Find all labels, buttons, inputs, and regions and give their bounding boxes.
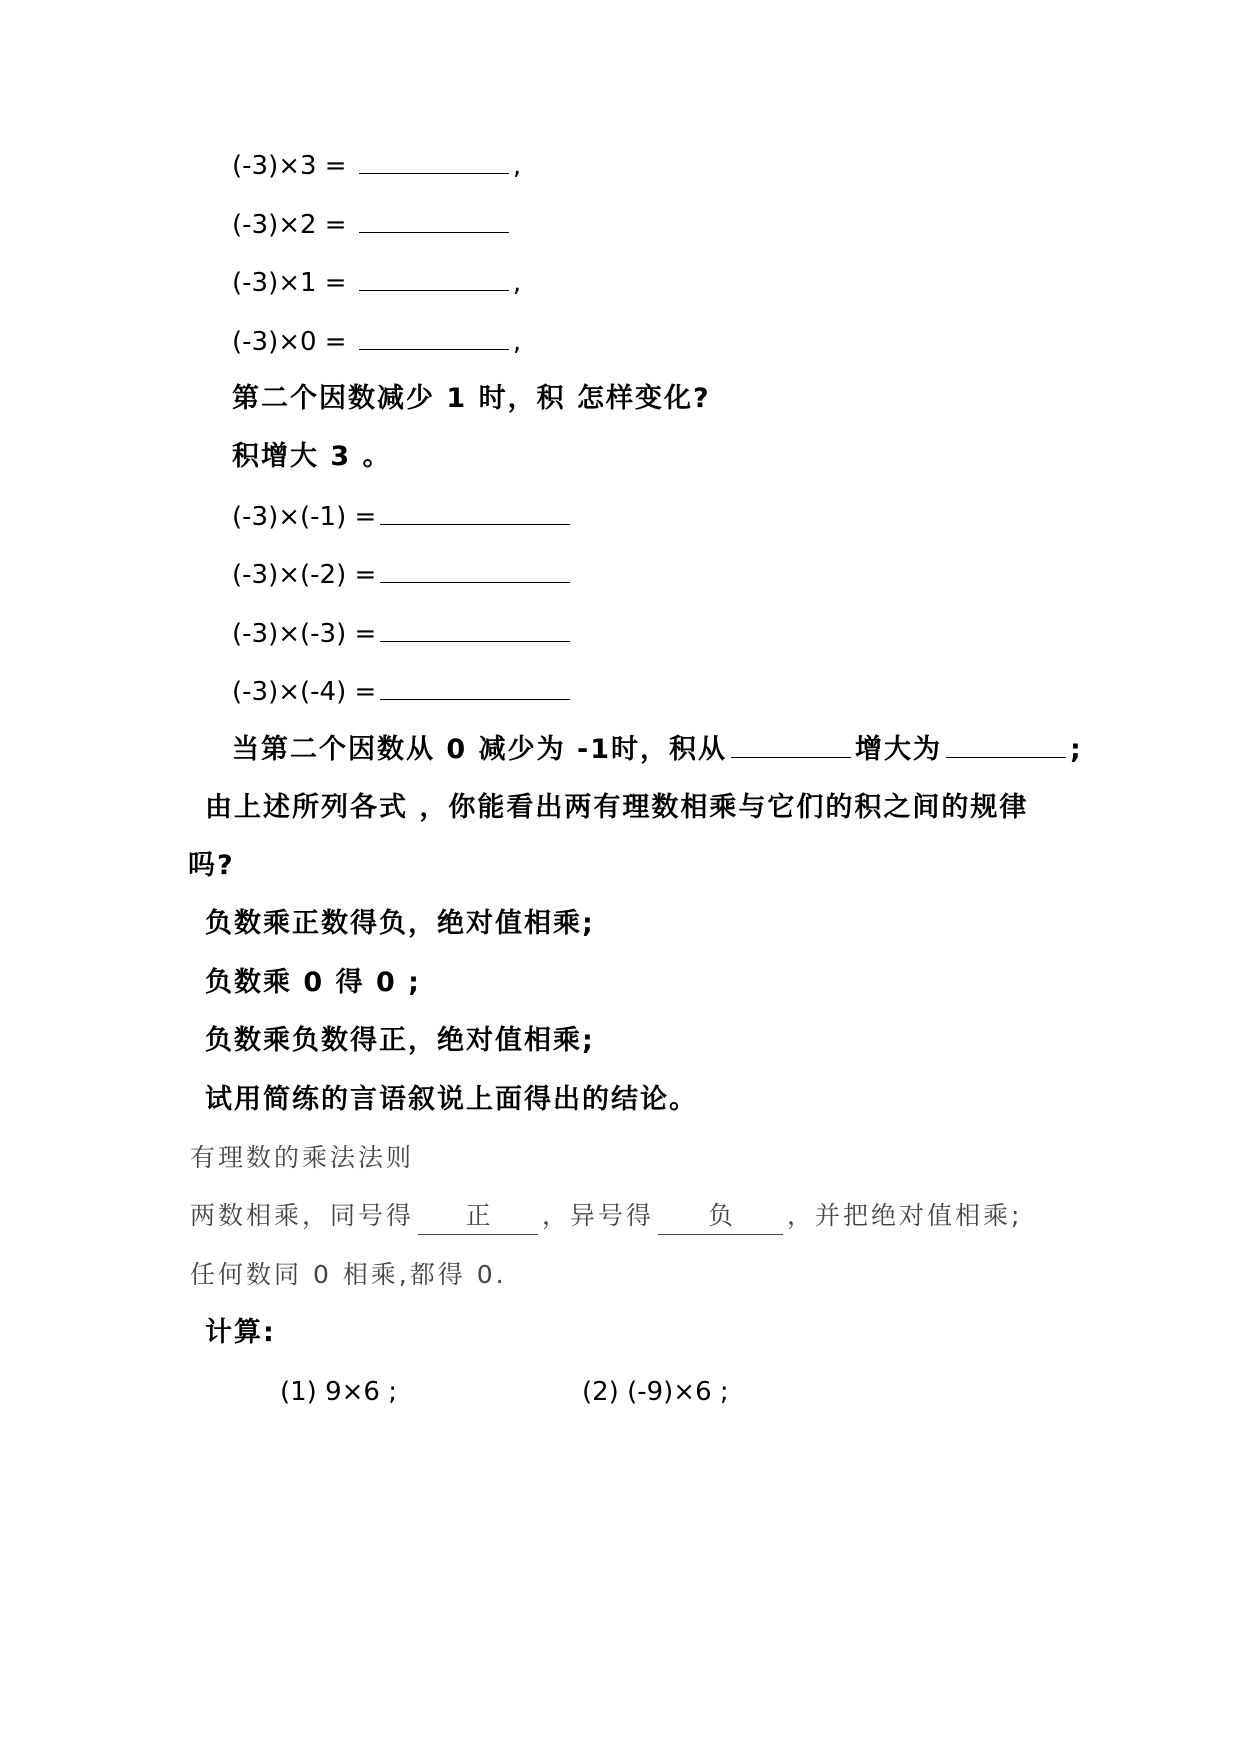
equation-suffix: , (512, 268, 522, 298)
law-line: 任何数同 0 相乘,都得 0. (190, 1260, 507, 1289)
rule-text: 试用简练的言语叙说上面得出的结论。 (205, 1084, 698, 1115)
calc-item: (2) (-9)×6 ; (582, 1377, 729, 1407)
answer-blank[interactable] (380, 498, 570, 525)
answer-blank[interactable] (359, 147, 509, 174)
law-text: 两数相乘，同号得 (190, 1201, 415, 1230)
transition-sentence (232, 731, 1083, 767)
equation-suffix: , (512, 327, 522, 357)
transition-part2: 增大为 (854, 734, 942, 765)
equation-row (232, 615, 574, 651)
rule-text: 负数乘 0 得 0 ; (205, 967, 421, 998)
answer-blank[interactable] (359, 206, 509, 233)
equation-expr: (-3)×2 = (232, 210, 347, 240)
equation-expr: (-3)×0 = (232, 327, 347, 357)
law-line (190, 1198, 1022, 1234)
answer-text: 积增大 3 。 (232, 441, 392, 472)
law-text: ，异号得 (542, 1201, 655, 1230)
equation-expr: (-3)×1 = (232, 268, 347, 298)
answer-blank[interactable] (380, 556, 570, 583)
answer-fill: 正 (418, 1198, 538, 1235)
law-title: 有理数的乘法法则 (190, 1143, 415, 1172)
equation-row (232, 206, 513, 242)
equation-suffix: , (512, 151, 522, 181)
answer-blank[interactable] (380, 673, 570, 700)
rule-text: 负数乘正数得负，绝对值相乘; (205, 908, 595, 939)
equation-row (232, 147, 521, 183)
equation-row (232, 264, 521, 300)
section-title: 计算: (205, 1317, 276, 1348)
question-text: 由上述所列各式 ，你能看出两有理数相乘与它们的积之间的规律 (205, 792, 1029, 823)
equation-expr: (-3)×(-4) = (232, 677, 377, 707)
equation-row (232, 673, 574, 709)
equation-row (232, 323, 521, 359)
answer-blank[interactable] (380, 615, 570, 642)
equation-expr: (-3)×(-2) = (232, 560, 377, 590)
answer-fill: 负 (658, 1198, 783, 1235)
calc-item: (1) 9×6 ; (280, 1377, 397, 1407)
transition-part1: 当第二个因数从 0 减少为 -1时，积从 (232, 734, 727, 765)
question-text: 吗? (188, 850, 235, 881)
question-text: 第二个因数减少 1 时，积 怎样变化? (232, 383, 711, 414)
rule-text: 负数乘负数得正，绝对值相乘; (205, 1025, 595, 1056)
law-text: ，并把绝对值相乘; (787, 1201, 1023, 1230)
answer-blank[interactable] (731, 731, 851, 758)
answer-blank[interactable] (946, 731, 1066, 758)
equation-expr: (-3)×(-3) = (232, 619, 377, 649)
equation-expr: (-3)×(-1) = (232, 502, 377, 532)
answer-blank[interactable] (359, 264, 509, 291)
equation-row (232, 556, 574, 592)
transition-part3: ; (1069, 734, 1083, 765)
equation-row (232, 498, 574, 534)
answer-blank[interactable] (359, 323, 509, 350)
equation-expr: (-3)×3 = (232, 151, 347, 181)
